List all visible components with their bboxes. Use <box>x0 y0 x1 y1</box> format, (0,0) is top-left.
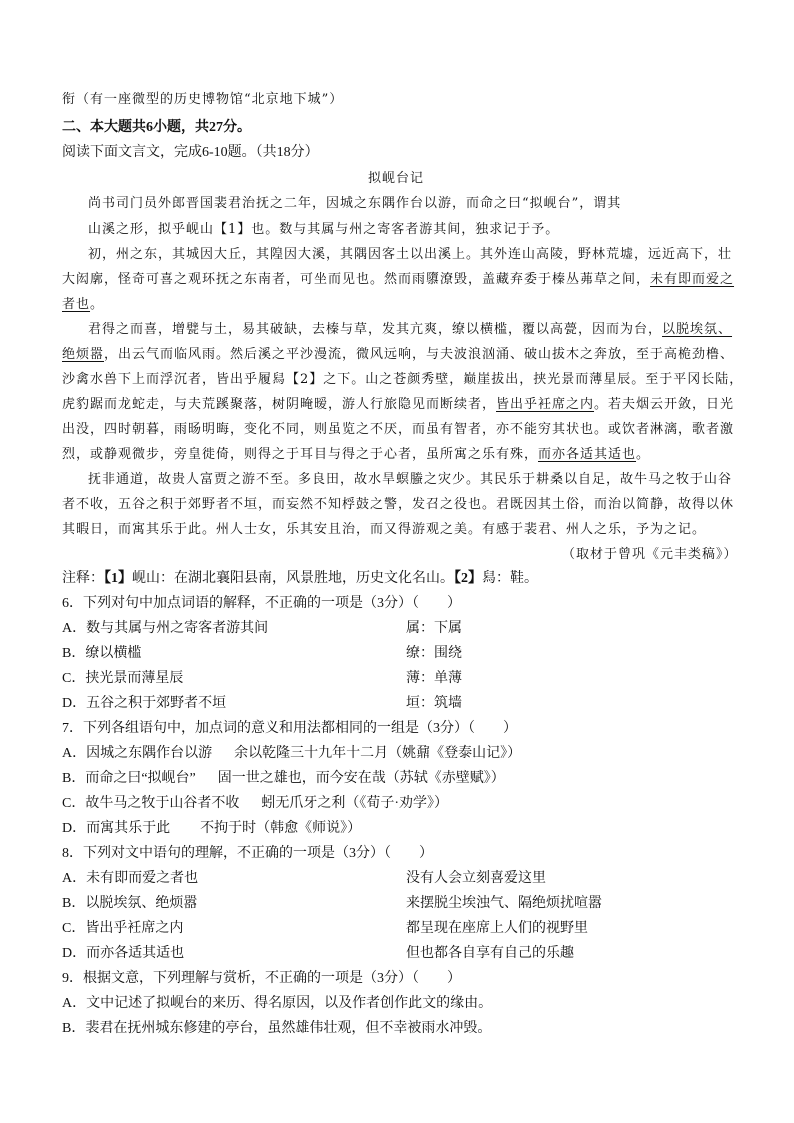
question-6-stem: 6．下列对句中加点词语的解释，不正确的一项是（3分）（ ） <box>62 596 461 611</box>
question-8-option-c[interactable] <box>62 917 742 939</box>
option-explanation: 属：下属 <box>406 621 462 636</box>
question-8-option-b[interactable] <box>62 892 742 914</box>
passage-text: ，出云气而临风雨。然后溪之平沙漫流，微风远响，与夫波浪汹涌、破山拔木之奔放，至于高桅劲橹、 <box>104 347 735 362</box>
passage-text: 。 <box>90 297 105 312</box>
option-text: C．挟光景而薄星辰 <box>62 671 184 686</box>
question-6-option-c[interactable] <box>62 667 742 689</box>
passage-line: 山溪之形，拟乎岘山【1】也。数与其属与州之寄客者游其间，独求记于予。 <box>88 222 560 237</box>
question-7-option-c[interactable] <box>62 792 448 812</box>
notes <box>62 567 538 587</box>
passage-line <box>62 293 104 312</box>
option-explanation: 垣：筑墙 <box>406 696 462 711</box>
option-text: C．故牛马之牧于山谷者不收 <box>62 796 240 811</box>
passage-line: 者不收，五谷之积于郊野者不垣，而妄然不知桴鼓之警，发召之役也。君既因其土俗，而治以简静，故得以休 <box>62 497 735 512</box>
question-7-option-d[interactable] <box>62 817 361 837</box>
passage-line <box>88 318 732 337</box>
question-8-option-d[interactable] <box>62 942 742 964</box>
option-text: D．而亦各适其适也 <box>62 946 185 961</box>
question-6-option-b[interactable] <box>62 642 742 664</box>
underlined-sentence: 未有即而爱之 <box>650 272 735 287</box>
passage-text: 大闳廓，怪奇可喜之观环抚之东南者，可坐而见也。然而雨隳潦毁，盖藏弃委于榛丛茀草之间， <box>62 272 651 287</box>
passage-line <box>62 343 734 362</box>
question-7-option-b[interactable] <box>62 767 505 787</box>
header-fragment: 衔（有一座微型的历史博物馆“北京地下城”） <box>62 92 344 107</box>
passage-line: 出没，四时朝暮，雨旸明晦，变化不同，则虽览之不厌，而虽有智者，亦不能穷其状也。或饮者淋漓，歌者激 <box>62 422 735 437</box>
option-text: A．数与其属与州之寄客者游其间 <box>62 621 269 636</box>
passage-line <box>62 443 650 462</box>
option-explanation: 缭：围绕 <box>406 646 462 661</box>
passage-text: 。若夫烟云开敛，日光 <box>594 397 735 412</box>
underlined-sentence: 皆出乎衽席之内 <box>496 397 595 412</box>
question-9-option-b[interactable]: B．裴君在抚州城东修建的亭台，虽然雄伟壮观，但不幸被雨水冲毁。 <box>62 1021 492 1036</box>
option-explanation: 没有人会立刻喜爱这里 <box>406 871 546 886</box>
question-8-option-a[interactable] <box>62 867 742 889</box>
note-text: 岘山：在湖北襄阳县南，风景胜地，历史文化名山。 <box>132 571 454 586</box>
section-title: 二、本大题共6小题，共27分。 <box>62 120 251 135</box>
passage-text: 烈，或静观微步，旁皇徙倚，则得之于耳目与得之于心者，虽所寓之乐有殊， <box>62 447 539 462</box>
option-comparison: 不拘于时（韩愈《师说》） <box>200 821 362 836</box>
option-text: A．未有即而爱之者也 <box>62 871 199 886</box>
passage-line <box>62 268 734 287</box>
underlined-sentence: 绝烦嚣 <box>62 347 105 362</box>
option-text: A．因城之东隅作台以游 <box>62 746 213 761</box>
passage-line: 初，州之东，其城因大丘，其隍因大溪，其隅因客土以出溪上。其外连山高陵，野林荒墟，远近高下，壮 <box>88 247 733 262</box>
option-text: B．以脱埃氛、绝烦嚣 <box>62 896 198 911</box>
question-8-stem: 8．下列对文中语句的理解，不正确的一项是（3分）（ ） <box>62 846 433 861</box>
passage-title: 拟岘台记 <box>368 171 425 186</box>
option-explanation: 来摆脱尘埃浊气、隔绝烦扰喧嚣 <box>406 896 602 911</box>
passage-line: 沙禽水兽下上而浮沉者，皆出乎履舄【2】之下。山之苍颜秀壁，巅崖拔出，挟光景而薄星辰。至于平冈长陆， <box>62 372 744 387</box>
option-text: B．缭以横槛 <box>62 646 142 661</box>
question-6-option-a[interactable] <box>62 617 742 639</box>
option-comparison: 固一世之雄也，而今安在哉（苏轼《赤壁赋》） <box>217 771 505 786</box>
question-7-option-a[interactable] <box>62 742 521 762</box>
option-comparison: 蚓无爪牙之利（《荀子·劝学》） <box>261 796 449 811</box>
note-marker: 【1】 <box>104 571 132 586</box>
passage-line: 抚非通道，故贵人富贾之游不至。多良田，故水旱螟螣之灾少。其民乐于耕桑以自足，故牛马之牧于山谷 <box>88 472 733 487</box>
question-6-option-d[interactable] <box>62 692 742 714</box>
notes-label: 注释： <box>62 571 104 586</box>
instruction: 阅读下面文言文，完成6-10题。（共18分） <box>62 145 319 160</box>
option-explanation: 薄：单薄 <box>406 671 462 686</box>
passage-line <box>62 393 734 412</box>
underlined-sentence: 以脱埃氛、 <box>662 322 733 337</box>
option-explanation: 都呈现在座席上人们的视野里 <box>406 921 588 936</box>
option-explanation: 但也都各自享有自己的乐趣 <box>406 946 574 961</box>
underlined-sentence: 者也 <box>62 297 91 312</box>
option-text: D．五谷之积于郊野者不垣 <box>62 696 227 711</box>
passage-text: 君得之而喜，增甓与土，易其破缺，去榛与草，发其亢爽，缭以横槛，覆以高甍，因而为台， <box>88 322 663 337</box>
passage-text: 。 <box>636 447 651 462</box>
note-text: 舄：鞋。 <box>482 571 538 586</box>
passage-line: 尚书司门员外郎晋国裴君治抚之二年，因城之东隅作台以游，而命之曰“拟岘台”，谓其 <box>88 196 622 211</box>
option-text: B．而命之曰“拟岘台” <box>62 771 196 786</box>
passage-line: 其暇日，而寓其乐于此。州人士女，乐其安且治，而又得游观之美。有感于裴君、州人之乐，予为之记。 <box>62 522 707 537</box>
underlined-sentence: 而亦各适其适也 <box>538 447 637 462</box>
option-comparison: 余以乾隆三十九年十二月（姚鼐《登泰山记》） <box>234 746 522 761</box>
question-9-stem: 9．根据文意，下列理解与赏析，不正确的一项是（3分）（ ） <box>62 971 461 986</box>
question-7-stem: 7．下列各组语句中，加点词的意义和用法都相同的一组是（3分）（ ） <box>62 721 517 736</box>
option-text: D．而寓其乐于此 <box>62 821 171 836</box>
question-9-option-a[interactable]: A．文中记述了拟岘台的来历、得名原因，以及作者创作此文的缘由。 <box>62 996 493 1011</box>
note-marker: 【2】 <box>454 571 482 586</box>
passage-source: （取材于曾巩《元丰类稿》） <box>562 547 738 562</box>
option-text: C．皆出乎衽席之内 <box>62 921 184 936</box>
passage-text: 虎豹踞而龙蛇走，与夫荒蹊聚落，树阴晻暧，游人行旅隐见而断续者， <box>62 397 497 412</box>
